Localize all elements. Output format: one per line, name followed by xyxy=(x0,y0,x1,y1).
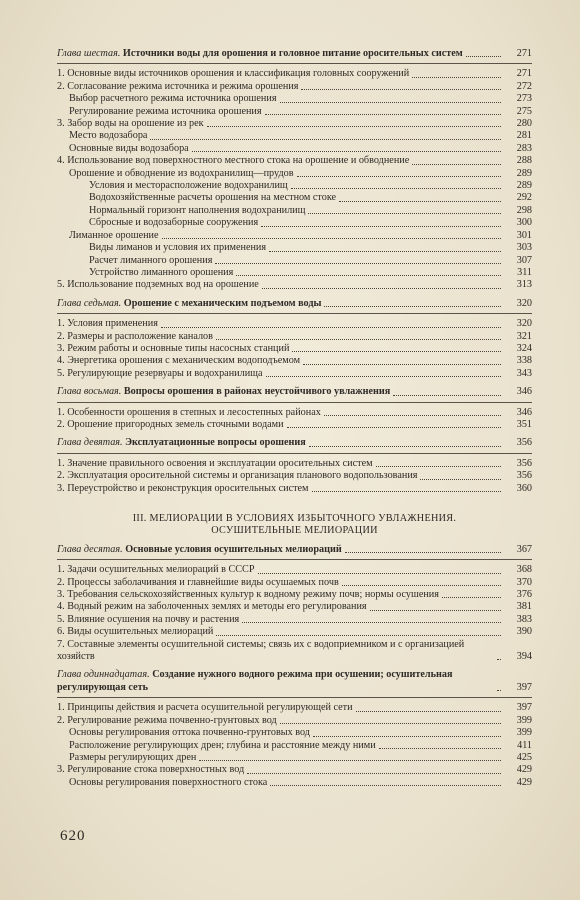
chapter-title: Основные условия осушительных мелиораций xyxy=(125,543,342,555)
dot-leader xyxy=(324,306,501,307)
toc-entry xyxy=(57,217,532,229)
chapter-title: Создание нужного водного режима при осушении; осушительная регулирующая сеть xyxy=(57,669,453,693)
toc-entry xyxy=(57,715,532,727)
entry-title: Регулирование режима источника орошения xyxy=(69,105,262,117)
entry-title: Виды лиманов и условия их применения xyxy=(89,242,267,254)
entry-page-number: 280 xyxy=(516,118,532,130)
entry-page-number: 425 xyxy=(516,751,532,763)
dot-leader xyxy=(356,711,501,712)
entry-title: 6. Виды осушительных мелиораций xyxy=(57,626,214,638)
chapter-group xyxy=(57,386,532,431)
entry-title: Основные виды водозабора xyxy=(69,142,189,154)
toc-entry xyxy=(57,368,532,380)
chapter-text xyxy=(57,48,463,60)
chapter-label: Глава восьмая. xyxy=(57,386,122,398)
entry-page-number: 320 xyxy=(516,318,532,330)
entry-page-number: 281 xyxy=(516,130,532,142)
chapter-group xyxy=(57,669,532,789)
entry-title: 4. Водный режим на заболоченных землях и методы его регулирования xyxy=(57,601,367,613)
entry-title: 1. Основные виды источников орошения и классификация головных сооружений xyxy=(57,68,410,80)
dot-leader xyxy=(497,659,501,660)
toc-entry xyxy=(57,205,532,217)
entry-title: Расчет лиманного орошения xyxy=(89,254,213,266)
entry-page-number: 307 xyxy=(516,254,532,266)
toc-entry xyxy=(57,155,532,167)
toc-entry xyxy=(57,639,532,664)
entry-page-number: 397 xyxy=(516,702,532,714)
chapter-title: Эксплуатационные вопросы орошения xyxy=(125,437,306,449)
dot-leader xyxy=(308,213,501,214)
entry-title: Водохозяйственные расчеты орошения на местном стоке xyxy=(89,192,337,204)
entry-page-number: 303 xyxy=(516,242,532,254)
chapter-group xyxy=(57,48,532,292)
entry-title: 5. Использование подземных вод на орошение xyxy=(57,279,259,291)
entry-page-number: 275 xyxy=(516,105,532,117)
entry-page-number: 272 xyxy=(516,80,532,92)
entry-page-number: 301 xyxy=(516,229,532,241)
entry-title: 2. Регулирование режима почвенно-грунтовых вод xyxy=(57,714,277,726)
entry-title: 2. Процессы заболачивания и главнейшие виды осушаемых почв xyxy=(57,576,339,588)
toc-entry xyxy=(57,230,532,242)
toc-entry xyxy=(57,764,532,776)
chapter-divider xyxy=(57,63,532,64)
dot-leader xyxy=(150,139,501,140)
chapter-page-number: 367 xyxy=(516,543,532,555)
chapter-divider xyxy=(57,697,532,698)
dot-leader xyxy=(216,635,501,636)
toc-entry xyxy=(57,589,532,601)
chapter-text xyxy=(57,669,494,694)
chapter-heading xyxy=(57,298,532,310)
toc-entry xyxy=(57,118,532,130)
dot-leader xyxy=(342,585,501,586)
chapter-title: Источники воды для орошения и головное питание оросительных систем xyxy=(122,48,463,59)
chapter-label: Глава одиннадцатая. xyxy=(57,669,150,681)
dot-leader xyxy=(266,376,501,377)
dot-leader xyxy=(216,339,501,340)
entry-page-number: 298 xyxy=(516,204,532,216)
chapter-divider xyxy=(57,559,532,560)
section-heading-line2: ОСУШИТЕЛЬНЫЕ МЕЛИОРАЦИИ xyxy=(211,525,378,537)
dot-leader xyxy=(309,446,501,447)
toc-entry xyxy=(57,727,532,739)
chapter-page-number: 320 xyxy=(516,297,532,309)
entry-title: 1. Значение правильного освоения и эксплуатации оросительных систем xyxy=(57,457,373,469)
dot-leader xyxy=(247,773,501,774)
toc-entry xyxy=(57,68,532,80)
dot-leader xyxy=(312,491,501,492)
toc-entry xyxy=(57,458,532,470)
toc-entry xyxy=(57,106,532,118)
entry-page-number: 311 xyxy=(517,266,532,278)
toc-entry xyxy=(57,318,532,330)
entry-page-number: 288 xyxy=(516,155,532,167)
toc-entry xyxy=(57,740,532,752)
entry-title: 4. Использование вод поверхностного местного стока на орошение и обводнение xyxy=(57,155,410,167)
toc-entry xyxy=(57,626,532,638)
entry-page-number: 321 xyxy=(516,330,532,342)
toc-entry xyxy=(57,130,532,142)
entry-title: Место водозабора xyxy=(69,130,148,142)
chapter-title: Вопросы орошения в районах неустойчивого увлажнения xyxy=(123,386,391,398)
toc-entry xyxy=(57,407,532,419)
entry-page-number: 313 xyxy=(516,279,532,291)
entry-page-number: 381 xyxy=(516,601,532,613)
chapter-page-number: 397 xyxy=(516,681,532,693)
toc-entry xyxy=(57,470,532,482)
toc-entry xyxy=(57,355,532,367)
entry-title: Орошение и обводнение из водохранилищ—прудов xyxy=(69,167,294,179)
chapter-heading xyxy=(57,437,532,449)
entry-title: Условия и месторасположение водохранилищ xyxy=(89,180,288,192)
entry-page-number: 399 xyxy=(516,714,532,726)
chapter-page-number: 356 xyxy=(516,437,532,449)
dot-leader xyxy=(242,622,501,623)
entry-title: 2. Эксплуатация оросительной системы и организация планового водопользования xyxy=(57,470,418,482)
dot-leader xyxy=(161,327,501,328)
dot-leader xyxy=(262,288,501,289)
toc-entry xyxy=(57,702,532,714)
toc-entry xyxy=(57,564,532,576)
entry-page-number: 370 xyxy=(516,576,532,588)
toc-entry xyxy=(57,419,532,431)
entry-title: 3. Регулирование стока поверхностных вод xyxy=(57,764,245,776)
entry-title: 1. Условия применения xyxy=(57,318,158,330)
chapter-heading xyxy=(57,386,532,398)
dot-leader xyxy=(301,89,501,90)
dot-leader xyxy=(345,552,501,553)
entry-page-number: 271 xyxy=(516,68,532,80)
toc-entry xyxy=(57,343,532,355)
entry-title: Нормальный горизонт наполнения водохранилищ xyxy=(89,204,306,216)
toc-entry xyxy=(57,267,532,279)
toc-entry xyxy=(57,168,532,180)
dot-leader xyxy=(265,114,501,115)
toc-entry xyxy=(57,614,532,626)
dot-leader xyxy=(258,573,501,574)
entry-title: 2. Размеры и расположение каналов xyxy=(57,330,213,342)
dot-leader xyxy=(199,760,501,761)
chapter-page-number: 271 xyxy=(516,48,532,59)
dot-leader xyxy=(236,275,501,276)
entry-title: 1. Задачи осушительных мелиораций в СССР xyxy=(57,564,255,576)
entry-title: 4. Энергетика орошения с механическим водоподъемом xyxy=(57,355,301,367)
entry-page-number: 390 xyxy=(516,626,532,638)
entry-title: 3. Забор воды на орошение из рек xyxy=(57,118,204,130)
entry-page-number: 429 xyxy=(516,776,532,788)
toc-entry xyxy=(57,601,532,613)
chapter-label: Глава девятая. xyxy=(57,437,123,449)
entry-page-number: 283 xyxy=(516,142,532,154)
dot-leader xyxy=(192,151,501,152)
dot-leader xyxy=(412,164,501,165)
chapter-label: Глава шестая. xyxy=(57,48,121,59)
dot-leader xyxy=(497,690,501,691)
toc-entry xyxy=(57,577,532,589)
chapter-group xyxy=(57,298,532,380)
chapter-group xyxy=(57,544,532,664)
entry-page-number: 399 xyxy=(516,727,532,739)
entry-page-number: 429 xyxy=(516,764,532,776)
entry-page-number: 300 xyxy=(516,217,532,229)
toc-entry xyxy=(57,192,532,204)
entry-title: 2. Орошение пригородных земель сточными водами xyxy=(57,418,284,430)
entry-page-number: 346 xyxy=(516,406,532,418)
chapter-heading xyxy=(57,669,532,694)
dot-leader xyxy=(207,126,501,127)
entry-page-number: 368 xyxy=(516,564,532,576)
entry-page-number: 289 xyxy=(516,167,532,179)
chapter-divider xyxy=(57,453,532,454)
toc-part-irrigation xyxy=(57,48,532,495)
entry-title: Сбросные и водозаборные сооружения xyxy=(89,217,259,229)
dot-leader xyxy=(280,102,502,103)
chapter-text xyxy=(57,437,306,449)
chapter-text xyxy=(57,386,390,398)
entry-page-number: 394 xyxy=(516,651,532,663)
entry-page-number: 292 xyxy=(516,192,532,204)
dot-leader xyxy=(303,364,501,365)
chapter-divider xyxy=(57,402,532,403)
entry-title: 3. Требования сельскохозяйственных культур к водному режиму почв; нормы осушения xyxy=(57,589,439,601)
chapter-page-number: 346 xyxy=(516,386,532,398)
dot-leader xyxy=(292,351,501,352)
entry-title: 2. Согласование режима источника и режима орошения xyxy=(57,80,299,92)
entry-title: 3. Режим работы и основные типы насосных станций xyxy=(57,342,290,354)
dot-leader xyxy=(287,427,501,428)
table-of-contents xyxy=(57,42,532,789)
dot-leader xyxy=(393,395,501,396)
chapter-label: Глава десятая. xyxy=(57,543,123,555)
section-heading xyxy=(57,513,532,538)
dot-leader xyxy=(370,610,501,611)
dot-leader xyxy=(291,188,501,189)
entry-page-number: 356 xyxy=(516,457,532,469)
toc-entry xyxy=(57,180,532,192)
chapter-group xyxy=(57,437,532,495)
entry-page-number: 324 xyxy=(516,342,532,354)
dot-leader xyxy=(339,201,501,202)
toc-entry xyxy=(57,255,532,267)
entry-title: Выбор расчетного режима источника орошения xyxy=(69,93,277,105)
chapter-label: Глава седьмая. xyxy=(57,297,122,309)
entry-title: Устройство лиманного орошения xyxy=(89,266,234,278)
toc-entry xyxy=(57,752,532,764)
entry-title: 7. Составные элементы осушительной системы; связь их с водоприемником и с организацией хозяйств xyxy=(57,638,465,663)
dot-leader xyxy=(420,479,501,480)
dot-leader xyxy=(313,736,501,737)
entry-page-number: 356 xyxy=(516,470,532,482)
toc-entry xyxy=(57,331,532,343)
entry-page-number: 360 xyxy=(516,482,532,494)
entry-page-number: 383 xyxy=(516,613,532,625)
chapter-heading xyxy=(57,544,532,556)
entry-title: 5. Влияние осушения на почву и растения xyxy=(57,613,240,625)
entry-page-number: 343 xyxy=(516,367,532,379)
toc-entry xyxy=(57,242,532,254)
dot-leader xyxy=(379,748,501,749)
toc-entry xyxy=(57,279,532,291)
toc-entry xyxy=(57,143,532,155)
dot-leader xyxy=(376,466,501,467)
chapter-title: Орошение с механическим подъемом воды xyxy=(123,297,322,309)
entry-title: Размеры регулирующих дрен xyxy=(69,751,197,763)
chapter-text xyxy=(57,298,321,310)
dot-leader xyxy=(270,785,501,786)
entry-title: Основы регулирования оттока почвенно-грунтовых вод xyxy=(69,727,310,739)
entry-title: Лиманное орошение xyxy=(69,229,159,241)
entry-title: 5. Регулирующие резервуары и водохранилища xyxy=(57,367,263,379)
entry-page-number: 351 xyxy=(516,418,532,430)
entry-page-number: 338 xyxy=(516,355,532,367)
dot-leader xyxy=(215,263,501,264)
dot-leader xyxy=(442,597,501,598)
chapter-heading xyxy=(57,48,532,60)
dot-leader xyxy=(162,238,501,239)
entry-title: Основы регулирования поверхностного стока xyxy=(69,776,268,788)
dot-leader xyxy=(297,176,501,177)
entry-page-number: 411 xyxy=(517,739,532,751)
toc-entry xyxy=(57,93,532,105)
dot-leader xyxy=(412,77,501,78)
toc-part-drainage xyxy=(57,544,532,789)
chapter-divider xyxy=(57,313,532,314)
entry-title: 3. Переустройство и реконструкция оросительных систем xyxy=(57,482,309,494)
dot-leader xyxy=(280,723,501,724)
entry-title: Расположение регулирующих дрен; глубина и расстояние между ними xyxy=(69,739,376,751)
toc-entry xyxy=(57,777,532,789)
toc-entry xyxy=(57,483,532,495)
dot-leader xyxy=(261,226,501,227)
dot-leader xyxy=(466,56,501,57)
chapter-text xyxy=(57,544,342,556)
dot-leader xyxy=(269,251,501,252)
entry-title: 1. Особенности орошения в степных и лесостепных районах xyxy=(57,406,321,418)
entry-page-number: 376 xyxy=(516,589,532,601)
entry-title: 1. Принципы действия и расчета осушительной регулирующей сети xyxy=(57,702,353,714)
entry-page-number: 289 xyxy=(516,180,532,192)
toc-entry xyxy=(57,81,532,93)
section-heading-line1: III. МЕЛИОРАЦИИ В УСЛОВИЯХ ИЗБЫТОЧНОГО УВЛАЖНЕНИЯ. xyxy=(132,513,457,524)
entry-page-number: 273 xyxy=(516,93,532,105)
page-number: 620 xyxy=(60,828,86,844)
dot-leader xyxy=(324,415,501,416)
